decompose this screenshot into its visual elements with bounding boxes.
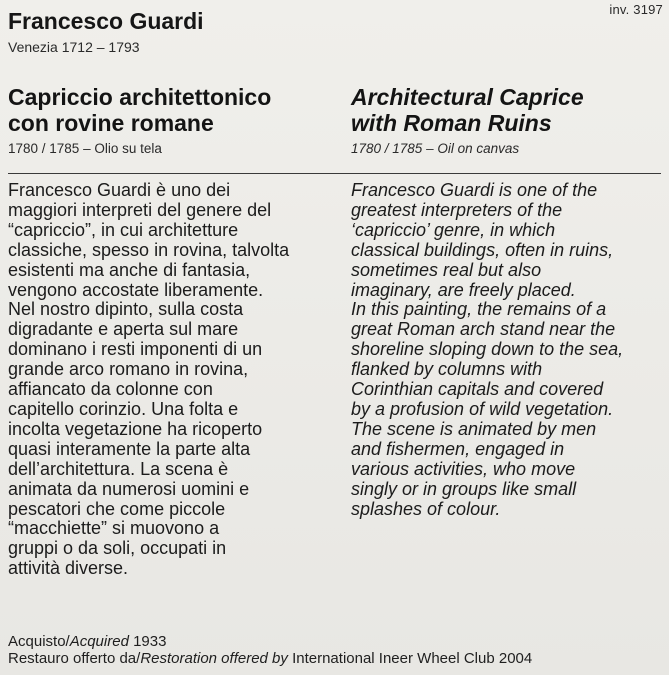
- description-italian-line: Francesco Guardi è uno dei: [8, 180, 231, 200]
- description-italian-line: digradante e aperta sul mare: [8, 319, 239, 340]
- divider-line: [8, 173, 661, 174]
- description-italian-line: vengono accostate liberamente.: [8, 279, 264, 300]
- description-italian-line: incolta vegetazione ha ricoperto: [8, 418, 263, 439]
- description-english-line: and fishermen, engaged in: [351, 438, 565, 459]
- description-english-line: Corinthian capitals and covered: [351, 379, 604, 400]
- description-english: [351, 181, 663, 519]
- description-english-line: singly or in groups like small: [351, 478, 577, 499]
- description-italian-line: esistenti ma anche di fantasia,: [8, 259, 251, 280]
- description-english-line: by a profusion of wild vegetation.: [351, 398, 614, 419]
- description-english-line: flanked by columns with: [351, 359, 543, 380]
- artist-dates: Venezia 1712 – 1793: [8, 39, 140, 55]
- description-english-line: imaginary, are freely placed.: [351, 279, 576, 300]
- description-italian-line: classiche, spesso in rovina, talvolta: [8, 239, 290, 260]
- description-italian-line: “capriccio”, in cui architetture: [8, 219, 239, 240]
- artist-name: Francesco Guardi: [8, 8, 204, 34]
- restoration-sponsor: International Ineer Wheel Club 2004: [287, 650, 533, 667]
- description-italian-line: grande arco romano in rovina,: [8, 359, 249, 380]
- description-english-line: shoreline sloping down to the sea,: [351, 339, 624, 360]
- description-english-line: In this painting, the remains of a: [351, 299, 607, 320]
- restoration-label-italian: Restauro offerto da/: [8, 650, 141, 667]
- description-italian-line: affiancato da colonne con: [8, 379, 213, 400]
- description-italian-line: capitello corinzio. Una folta e: [8, 398, 239, 419]
- acquired-year: 1933: [128, 633, 167, 650]
- title-english: [351, 84, 584, 136]
- description-italian: [8, 181, 338, 579]
- description-italian-line: gruppi o da soli, occupati in: [8, 538, 227, 559]
- description-italian-line: dominano i resti imponenti di un: [8, 339, 263, 360]
- meta-english: 1780 / 1785 – Oil on canvas: [351, 141, 520, 156]
- inventory-number: inv. 3197: [609, 2, 663, 17]
- description-english-line: various activities, who move: [351, 458, 576, 479]
- meta-italian: 1780 / 1785 – Olio su tela: [8, 141, 162, 156]
- description-italian-line: maggiori interpreti del genere del: [8, 199, 272, 220]
- restoration-line: [8, 650, 532, 667]
- description-english-line: ‘capriccio’ genre, in which: [351, 219, 556, 240]
- description-italian-line: quasi interamente la parte alta: [8, 438, 251, 459]
- title-italian-line: con rovine romane: [8, 110, 214, 136]
- description-english-line: classical buildings, often in ruins,: [351, 239, 614, 260]
- description-italian-line: dell’architettura. La scena è: [8, 458, 229, 479]
- title-italian: [8, 84, 271, 136]
- description-english-line: Francesco Guardi is one of the: [351, 180, 598, 200]
- title-italian-line: Capriccio architettonico: [8, 84, 272, 110]
- description-italian-line: attività diverse.: [8, 558, 129, 579]
- description-italian-line: animata da numerosi uomini e: [8, 478, 250, 499]
- description-english-line: sometimes real but also: [351, 259, 542, 280]
- title-english-line: Architectural Caprice: [351, 84, 584, 110]
- title-english-line: with Roman Ruins: [351, 110, 552, 136]
- acquired-label-english: Acquired: [69, 633, 129, 650]
- description-english-line: The scene is animated by men: [351, 418, 597, 439]
- description-italian-line: pescatori che come piccole: [8, 498, 226, 519]
- restoration-label-english: Restoration offered by: [140, 650, 288, 667]
- acquisition-line: [8, 633, 166, 650]
- description-english-line: greatest interpreters of the: [351, 199, 563, 220]
- description-english-line: great Roman arch stand near the: [351, 319, 616, 340]
- description-english-line: splashes of colour.: [351, 498, 501, 519]
- acquired-label-italian: Acquisto/: [8, 633, 70, 650]
- description-italian-line: Nel nostro dipinto, sulla costa: [8, 299, 244, 320]
- description-italian-line: “macchiette” si muovono a: [8, 518, 220, 539]
